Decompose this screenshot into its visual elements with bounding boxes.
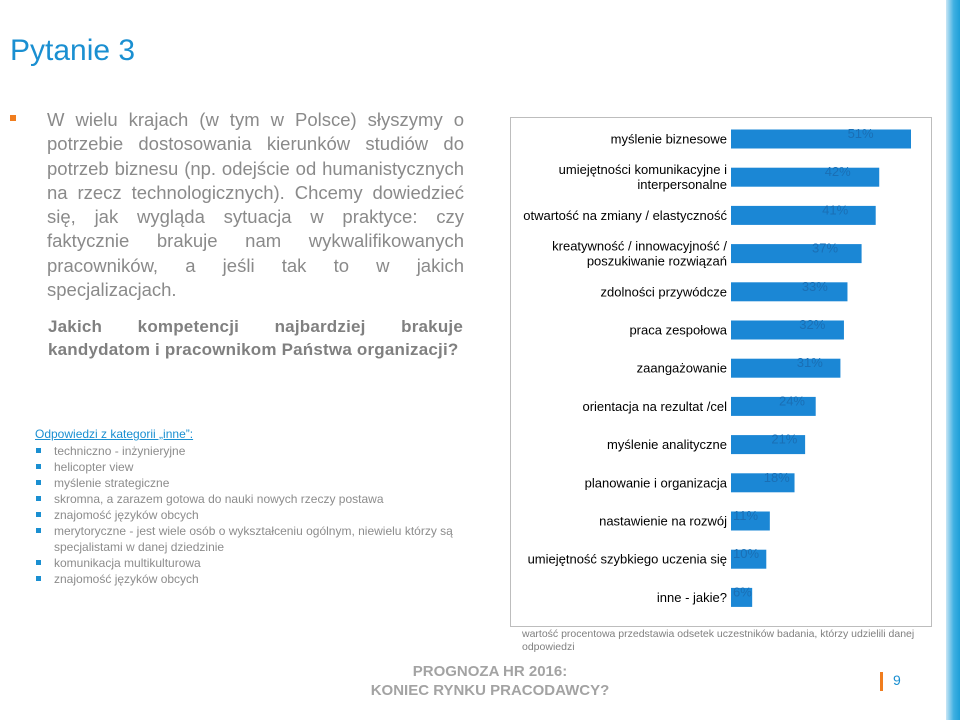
intro-paragraph xyxy=(10,108,464,302)
competencies-bar-chart xyxy=(510,117,932,627)
data-label: 31% xyxy=(796,355,823,371)
bar xyxy=(731,206,876,225)
data-label: 33% xyxy=(801,278,828,294)
list-item-text: merytoryczne - jest wiele osób o wykształceniu ogólnym, niewielu którzy są specjalistami w danej dziedzinie xyxy=(54,524,453,554)
data-label: 21% xyxy=(771,431,798,447)
list-item-text: helicopter view xyxy=(54,460,134,474)
list-item-text: znajomość języków obcych xyxy=(54,508,199,522)
chart-footnote: wartość procentowa przedstawia odsetek uczestników badania, którzy udzielili danej odpowiedzi xyxy=(522,628,915,653)
category-label: myślenie analityczne xyxy=(607,437,727,453)
category-label: umiejętności komunikacyjne i interpersonalne xyxy=(558,162,727,193)
report-brand xyxy=(340,662,640,700)
page-title: Pytanie 3 xyxy=(10,34,136,67)
data-label: 32% xyxy=(799,317,826,332)
list-item xyxy=(35,507,505,523)
chart-canvas xyxy=(511,118,931,626)
intro-text: W wielu krajach (w tym w Polsce) słyszymy o potrzebie dostosowania kierunków studiów do potrzeb biznesu (np. odejście od humanistycznych na rzecz technologicznych). Chcemy dowiedzieć się, jak wygląda sytuacja w praktyce: czy faktycznie brakuje nam wykwalifikowanych pracowników, a jeśli tak to w jakich specjalizacjach. xyxy=(47,109,464,301)
data-label: 11% xyxy=(733,508,759,523)
data-label: 6% xyxy=(733,584,752,600)
list-item xyxy=(35,443,505,459)
list-item xyxy=(35,491,505,507)
data-label: 10% xyxy=(733,546,760,562)
data-label: 24% xyxy=(778,393,806,409)
category-label: nastawienie na rozwój xyxy=(599,513,727,529)
category-label: myślenie biznesowe xyxy=(610,131,727,147)
bullet-square-icon xyxy=(36,528,41,533)
bullet-square-icon xyxy=(36,464,41,469)
list-item-text: skromna, a zarazem gotowa do nauki nowych rzeczy postawa xyxy=(54,492,384,506)
bullet-square-icon xyxy=(36,560,41,565)
list-item xyxy=(35,555,505,571)
list-item xyxy=(35,475,505,491)
bar xyxy=(731,282,847,301)
category-label: praca zespołowa xyxy=(629,322,727,338)
data-label: 51% xyxy=(847,126,874,141)
survey-question: Jakich kompetencji najbardziej brakuje kandydatom i pracownikom Państwa organizacji? xyxy=(48,317,463,359)
list-item-text: techniczno - inżynieryjne xyxy=(54,444,186,458)
brand-line-2: KONIEC RYNKU PRACODAWCY? xyxy=(370,682,610,699)
bullet-square-icon xyxy=(36,448,41,453)
data-label: 42% xyxy=(824,164,851,180)
bar xyxy=(731,168,879,187)
category-label: inne - jakie? xyxy=(656,589,727,605)
bullet-square-icon xyxy=(36,480,41,485)
bar xyxy=(731,359,840,378)
page-number: 9 xyxy=(893,672,901,688)
bar xyxy=(731,321,844,340)
list-item xyxy=(35,571,505,587)
brand-line-1: PROGNOZA HR 2016: xyxy=(412,663,568,680)
data-label: 37% xyxy=(812,240,839,256)
data-label: 41% xyxy=(822,202,849,218)
other-answers-list xyxy=(35,443,505,587)
category-label: zdolności przywódcze xyxy=(600,284,727,300)
bar xyxy=(731,130,911,149)
list-item xyxy=(35,459,505,475)
category-label: planowanie i organizacja xyxy=(584,475,727,491)
other-answers xyxy=(35,426,505,587)
list-item xyxy=(35,523,505,555)
other-answers-heading: Odpowiedzi z kategorii „inne”: xyxy=(35,427,194,441)
category-label: otwartość na zmiany / elastyczność xyxy=(523,207,727,223)
list-item-text: myślenie strategiczne xyxy=(54,476,170,490)
category-label: zaangażowanie xyxy=(636,360,727,376)
category-label: orientacja na rezultat /cel xyxy=(582,398,727,414)
list-item-text: znajomość języków obcych xyxy=(54,572,199,586)
right-accent-bar xyxy=(946,0,960,720)
list-item-text: komunikacja multikulturowa xyxy=(54,556,201,570)
category-label: kreatywność / innowacyjność / poszukiwanie rozwiązań xyxy=(552,238,727,269)
bullet-square-icon xyxy=(36,576,41,581)
page-number-divider xyxy=(880,672,883,691)
data-label: 18% xyxy=(763,469,790,485)
bullet-square-icon xyxy=(10,115,16,121)
bullet-square-icon xyxy=(36,512,41,517)
bullet-square-icon xyxy=(36,496,41,501)
bar xyxy=(731,244,862,263)
category-label: umiejętność szybkiego uczenia się xyxy=(527,551,727,567)
